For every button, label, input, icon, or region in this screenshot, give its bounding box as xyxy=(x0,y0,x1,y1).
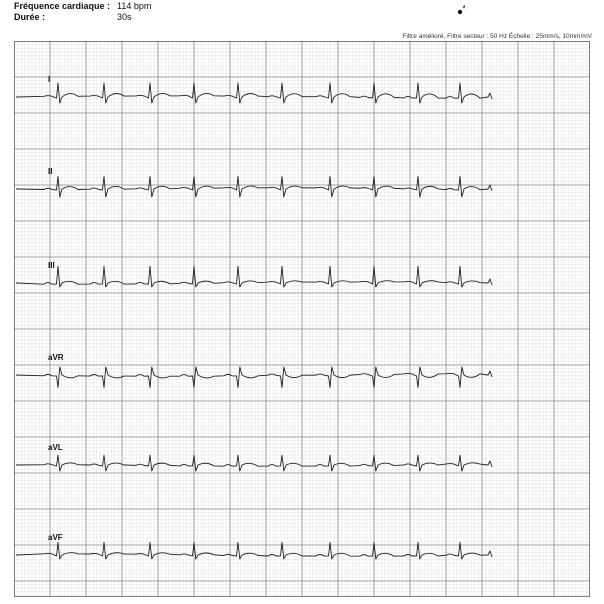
lead-label: aVF xyxy=(48,533,63,542)
ecg-trace-ii xyxy=(16,176,492,197)
ecg-trace-iii xyxy=(16,266,492,287)
heart-rate-label: Fréquence cardiaque : xyxy=(14,1,111,11)
ecg-trace-i xyxy=(16,83,492,103)
lead-label: I xyxy=(48,75,51,84)
lead-label: III xyxy=(48,261,55,270)
lead-label: aVL xyxy=(48,443,63,452)
ecg-paper xyxy=(14,41,590,597)
grid xyxy=(14,41,590,597)
measurement-header xyxy=(14,1,151,23)
ecg-trace-avr xyxy=(16,367,492,388)
lead-label: II xyxy=(48,167,53,176)
lead-label: aVR xyxy=(48,353,64,362)
filter-scale-info: Filtre amélioré, Filtre secteur : 50 Hz Échelle : 25mm/s, 10mm/mV xyxy=(402,33,592,40)
ecg-marker-icon xyxy=(455,4,469,18)
ecg-trace-avl xyxy=(16,455,492,471)
duration-value: 30s xyxy=(117,12,132,22)
duration-label: Durée : xyxy=(14,12,46,22)
heart-rate-value: 114 bpm xyxy=(117,1,152,11)
